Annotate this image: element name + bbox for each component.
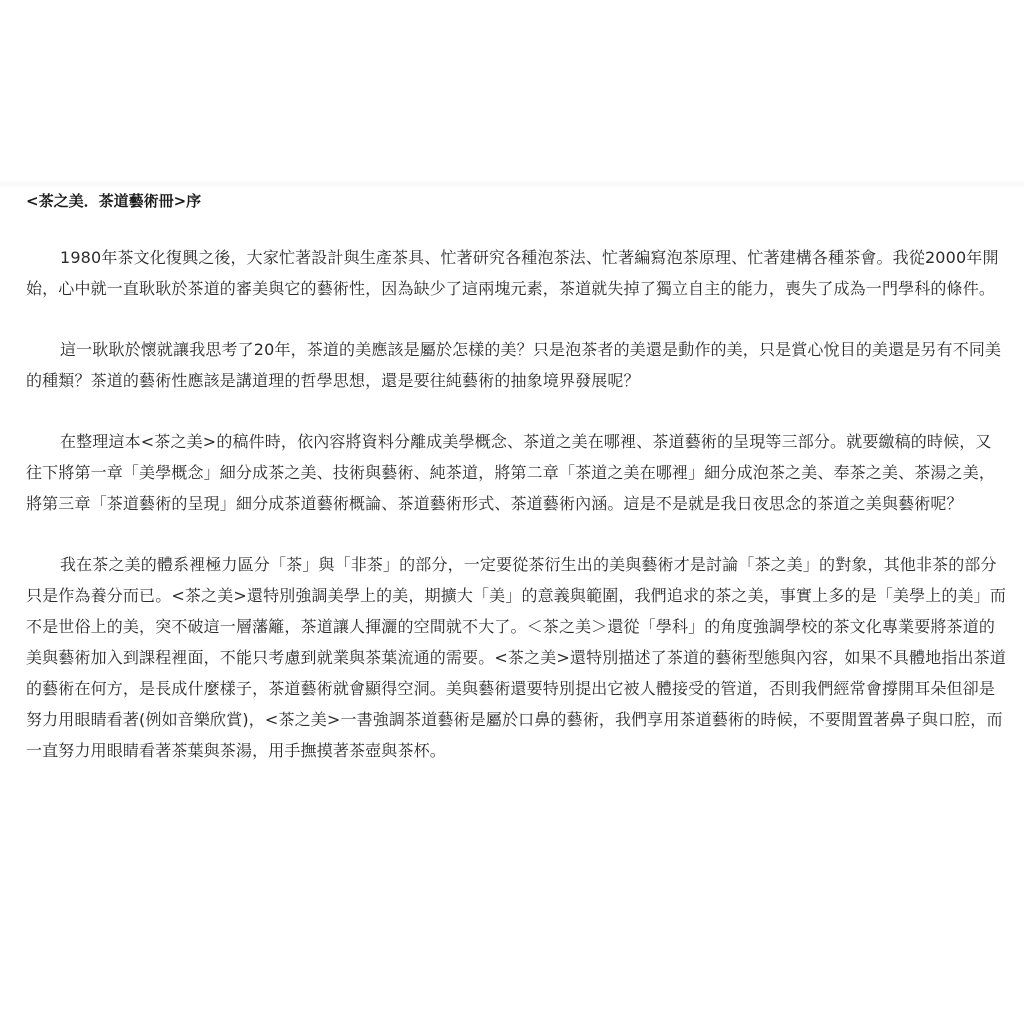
paragraph-3: 在整理這本<茶之美>的稿件時，依內容將資料分離成美學概念、茶道之美在哪裡、茶道藝術的呈現等三部分。就要繳稿的時候，又往下將第一章「美學概念」細分成茶之美、技術與藝術、純茶道，將第二章「茶道之美在哪裡」細分成泡茶之美、奉茶之美、茶湯之美，將第三章「茶道藝術的呈現」細分成茶道藝術概論、茶道藝術形式、茶道藝術內涵。這是不是就是我日夜思念的茶道之美與藝術呢？ — [26, 432, 996, 513]
paragraph-1: 1980年茶文化復興之後，大家忙著設計與生產茶具、忙著研究各種泡茶法、忙著編寫泡茶原理、忙著建構各種茶會。我從2000年開始，心中就一直耿耿於茶道的審美與它的藝術性，因為缺少了這兩塊元素，茶道就失掉了獨立自主的能力，喪失了成為一門學科的條件。 — [26, 248, 999, 298]
header-divider-shadow — [0, 180, 1024, 188]
blank-header-area — [0, 0, 1024, 184]
paragraph-2: 這一耿耿於懷就讓我思考了20年，茶道的美應該是屬於怎樣的美？只是泡茶者的美還是動作的美，只是賞心悅目的美還是另有不同美的種類？茶道的藝術性應該是講道理的哲學思想，還是要往純藝術的抽象境界發展呢？ — [26, 340, 1002, 390]
article-body — [26, 188, 1006, 796]
article-title: <茶之美．茶道藝術冊>序 — [26, 192, 202, 210]
paragraph-4: 我在茶之美的體系裡極力區分「茶」與「非茶」的部分，一定要從茶衍生出的美與藝術才是討論「茶之美」的對象，其他非茶的部分只是作為養分而已。<茶之美>還特別強調美學上的美，期擴大「美」的意義與範圍，我們追求的茶之美，事實上多的是「美學上的美」而不是世俗上的美，突不破這一層藩籬，茶道讓人揮灑的空間就不大了。＜茶之美＞還從「學科」的角度強調學校的茶文化專業要將茶道的美與藝術加入到課程裡面，不能只考慮到就業與茶葉流通的需要。<茶之美>還特別描述了茶道的藝術型態與內容，如果不具體地指出茶道的藝術在何方，是長成什麼樣子，茶道藝術就會顯得空洞。美與藝術還要特別提出它被人體接受的管道，否則我們經常會撐開耳朵但卻是努力用眼睛看著(例如音樂欣賞)，<茶之美>一書強調茶道藝術是屬於口鼻的藝術，我們享用茶道藝術的時候，不要閒置著鼻子與口腔，而一直努力用眼睛看著茶葉與茶湯，用手撫摸著茶壺與茶杯。 — [26, 555, 1006, 760]
